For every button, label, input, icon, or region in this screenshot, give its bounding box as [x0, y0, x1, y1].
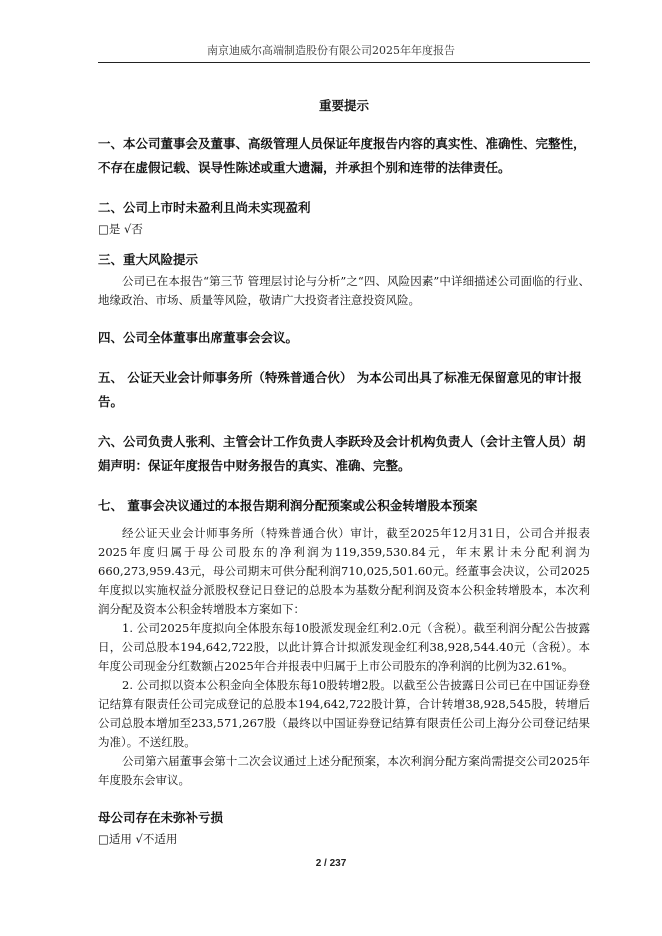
- section-2-heading: 二、公司上市时未盈利且尚未实现盈利: [98, 200, 311, 215]
- section-5-statement: 五、 公证天业会计师事务所（特殊普通合伙） 为本公司出具了标准无保留意见的审计报告。: [98, 370, 582, 409]
- section-1-statement: 一、本公司董事会及董事、高级管理人员保证年度报告内容的真实性、准确性、完整性，不存在虚假记载、误导性陈述或重大遗漏，并承担个别和连带的法律责任。: [98, 136, 586, 175]
- section-8-heading: 母公司存在未弥补亏损: [98, 810, 224, 825]
- section-7-heading: 七、 董事会决议通过的本报告期利润分配预案或公积金转增股本预案: [98, 498, 478, 513]
- page-number: 2 / 237: [315, 858, 347, 869]
- section-3-heading: 三、重大风险提示: [98, 252, 199, 267]
- page-title: 重要提示: [318, 98, 369, 113]
- section-7-item-2: 2. 公司拟以资本公积金向全体股东每10股转增2股。以截至公告披露日公司已在中国证券登记结算有限责任公司完成登记的总股本194,642,722股计算，合计转增38,928,545股，转增后公司总股本增加至233,571,267股（最终以中国证券登记结算有限责任公司上海分公司登记结果为准）。不送红股。: [98, 678, 590, 749]
- header-divider: [98, 62, 590, 63]
- document-body: [98, 96, 590, 848]
- section-6-statement: 六、公司负责人张利、主管会计工作负责人李跃玲及会计机构负责人（会计主管人员）胡娟声明：保证年度报告中财务报告的真实、准确、完整。: [98, 434, 586, 473]
- section-4-statement: 四、公司全体董事出席董事会会议。: [98, 330, 299, 345]
- section-7-item-1: 1. 公司2025年度拟向全体股东每10股派发现金红利2.0元（含税）。截至利润分配公告披露日，公司总股本194,642,722股，以此计算合计拟派发现金红利38,928,544.40元（含税）。本年度公司现金分红数额占2025年合并报表中归属于上市公司股东的净利润的比例为32.61%。: [98, 621, 590, 673]
- section-3-text: 公司已在本报告“第三节 管理层讨论与分析”之“四、风险因素”中详细描述公司面临的行业、地缘政治、市场、质量等风险，敬请广大投资者注意投资风险。: [98, 274, 590, 307]
- section-7-intro: 经公证天业会计师事务所（特殊普通合伙）审计，截至2025年12月31日，公司合并报表2025年度归属于母公司股东的净利润为119,359,530.84元，年末累计未分配利润为660,273,959.43元，母公司期末可供分配利润710,025,501.60元。经董事会决议，公司2025年度拟以实施权益分派股权登记日登记的总股本为基数分配利润及资本公积金转增股本，本次利润分配及资本公积金转增股本方案如下：: [98, 526, 590, 616]
- section-8-options: □适用 √不适用: [98, 832, 178, 846]
- page-header: 南京迪威尔高端制造股份有限公司2025年年度报告: [207, 44, 455, 57]
- section-7-closing: 公司第六届董事会第十二次会议通过上述分配预案，本次利润分配方案尚需提交公司2025年年度股东会审议。: [98, 754, 590, 787]
- section-2-options: □是 √否: [98, 222, 143, 236]
